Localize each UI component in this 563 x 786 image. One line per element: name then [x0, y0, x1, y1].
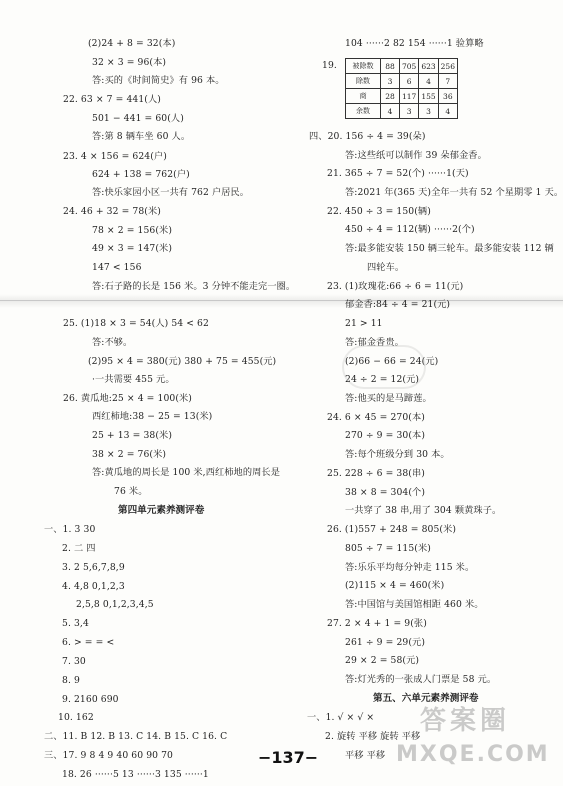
answer-line: 答:他买的是马蹄莲。 — [345, 393, 432, 404]
answer-line: (2)66 − 66 = 24(元) — [345, 356, 439, 367]
answer-line: 2. 二 四 — [62, 543, 96, 554]
table-cell: 705 — [400, 59, 419, 74]
answer-line: 24. 46 + 32 = 78(米) — [63, 206, 161, 217]
answer-line: 9. 2160 690 — [62, 694, 119, 705]
answer-line: 18. 26 ······5 13 ······3 135 ······1 — [62, 769, 209, 780]
answer-line: 22. 450 ÷ 3 = 150(辆) — [327, 206, 431, 217]
table-cell: 除数 — [346, 74, 381, 89]
answer-line: 答:黄瓜地的周长是 100 米,西红柿地的周长是 — [92, 467, 280, 478]
answer-line: 平移 平移 — [345, 750, 386, 761]
answer-line: 4. 4,8 0,1,2,3 — [62, 581, 125, 592]
answer-line: 答:2021 年(365 天)全年一共有 52 个星期零 1 天。 — [345, 187, 563, 198]
watermark-text: MXQE.COM — [396, 742, 550, 767]
answer-line: 104 ······2 82 154 ······1 验算略 — [345, 38, 484, 49]
answer-line: 26. (1)557 + 248 = 805(米) — [327, 524, 457, 535]
table-row — [346, 59, 458, 74]
answer-line: 答:这些纸可以制作 39 朵郁金香。 — [345, 150, 487, 161]
answer-line: 一、1. 3 30 — [44, 524, 96, 535]
section-title: 第五、六单元素养测评卷 — [373, 693, 479, 704]
table-cell: 117 — [400, 89, 419, 104]
table-cell: 商 — [346, 89, 381, 104]
answer-line: 270 ÷ 9 = 30(本) — [345, 430, 426, 441]
answer-line: 21. 365 ÷ 7 = 52(个) ······1(天) — [327, 168, 469, 179]
answer-line: 郁金香:84 ÷ 4 = 21(元) — [345, 299, 451, 310]
answer-line: 答:每个班级分到 30 本。 — [345, 449, 450, 460]
answer-line: 22. 63 × 7 = 441(人) — [63, 94, 161, 105]
table-row — [346, 104, 458, 119]
answer-line: 3. 2 5,6,7,8,9 — [62, 562, 125, 573]
page-fold-shadow — [0, 294, 563, 308]
answer-line: 24 ÷ 2 = 12(元) — [345, 374, 420, 385]
answer-line: 21 > 11 — [345, 318, 383, 329]
page-number: −137− — [258, 748, 319, 767]
answer-line: 147 < 156 — [92, 262, 142, 273]
answer-line: 答:乐乐平均每分钟走 115 米。 — [345, 562, 475, 573]
answer-line: 23. (1)玫瑰花:66 ÷ 6 = 11(元) — [327, 281, 464, 292]
answer-line: 29 × 2 = 58(元) — [345, 655, 420, 666]
answer-line: 32 × 3 = 96(本) — [92, 57, 167, 68]
answer-line: 西红柿地:38 − 25 = 13(米) — [92, 411, 213, 422]
table-cell: 3 — [419, 104, 438, 119]
answer-line: 一共穿了 38 串,用了 304 颗黄珠子。 — [345, 505, 502, 516]
answer-line: 49 × 3 = 147(米) — [92, 243, 173, 254]
answer-line: 2. 旋转 平移 旋转 平移 — [325, 731, 421, 742]
answer-line: 7. 30 — [62, 656, 86, 667]
answer-line: 38 × 8 = 304(个) — [345, 487, 426, 498]
table-cell: 256 — [438, 59, 457, 74]
answer-line: 25. 228 ÷ 6 = 38(串) — [327, 468, 425, 479]
answer-line: (2)95 × 4 = 380(元) 380 + 75 = 455(元) — [88, 356, 277, 367]
answer-line: 答:不够。 — [92, 337, 133, 348]
watermark-text: 答案圈 — [420, 706, 511, 736]
answer-line: 答:灯光秀的一张成人门票是 58 元。 — [345, 674, 497, 685]
table-cell: 4 — [438, 104, 457, 119]
table-cell: 155 — [419, 89, 438, 104]
answer-line: 答:最多能安装 150 辆三轮车。最多能安装 112 辆 — [345, 243, 554, 254]
table-cell: 7 — [438, 74, 457, 89]
answer-line: 一、1. √ × √ × — [307, 712, 375, 723]
table-cell: 28 — [381, 89, 400, 104]
table-cell: 3 — [381, 74, 400, 89]
section-title: 第四单元素养测评卷 — [118, 505, 205, 516]
table-cell: 88 — [381, 59, 400, 74]
table-cell: 被除数 — [346, 59, 381, 74]
answer-line: 四轮车。 — [367, 262, 405, 273]
table-cell: 623 — [419, 59, 438, 74]
answer-line: 三、17. 9 8 4 9 40 60 90 70 — [44, 750, 173, 761]
answer-line: 答:快乐家园小区一共有 762 户居民。 — [92, 187, 250, 198]
answer-line: (2)115 × 4 = 460(米) — [345, 580, 445, 591]
answer-line: (2)24 + 8 = 32(本) — [88, 38, 176, 49]
table-cell: 36 — [438, 89, 457, 104]
watermark-logo — [392, 694, 552, 774]
table-row — [346, 89, 458, 104]
answer-line: 6. > = = < — [62, 637, 115, 648]
table-cell: 3 — [400, 104, 419, 119]
answer-line: 23. 4 × 156 = 624(户) — [63, 151, 167, 162]
division-table — [345, 58, 458, 119]
answer-line: 25 + 13 = 38(米) — [92, 430, 173, 441]
answer-line: 答:石子路的长是 156 米。3 分钟不能走完一圈。 — [92, 281, 296, 292]
answer-line: 24. 6 × 45 = 270(本) — [327, 412, 425, 423]
table-cell: 余数 — [346, 104, 381, 119]
answer-line: 78 × 2 = 156(米) — [92, 225, 173, 236]
table-cell: 4 — [419, 74, 438, 89]
answer-line: 76 米。 — [114, 486, 148, 497]
faint-stamp — [342, 345, 426, 389]
answer-line: 27. 2 × 4 + 1 = 9(张) — [327, 618, 427, 629]
answer-line: 5. 3,4 — [62, 618, 89, 629]
answer-line: 二、11. B 12. B 13. C 14. B 15. C 16. C — [44, 731, 228, 742]
answer-line: 10. 162 — [58, 712, 94, 723]
answer-line: 450 ÷ 4 = 112(辆) ······2(个) — [345, 224, 475, 235]
answer-line: 25. (1)18 × 3 = 54(人) 54 < 62 — [63, 318, 209, 329]
answer-line: ·一共需要 455 元。 — [92, 374, 175, 385]
answer-line: 2,5,8 0,1,2,3,4,5 — [76, 599, 154, 610]
page-fold-line — [0, 300, 563, 301]
answer-line: 19. — [322, 60, 337, 71]
answer-line: 四、20. 156 ÷ 4 = 39(朵) — [309, 131, 426, 142]
answer-line: 501 − 441 = 60(人) — [92, 113, 184, 124]
answer-line: 8. 9 — [62, 675, 80, 686]
answer-line: 26. 黄瓜地:25 × 4 = 100(米) — [63, 393, 192, 404]
answer-line: 答:第 8 辆车坐 60 人。 — [92, 131, 191, 142]
answer-line: 答:中国馆与美国馆相距 460 米。 — [345, 599, 484, 610]
table-cell: 6 — [400, 74, 419, 89]
answer-line: 261 ÷ 9 = 29(元) — [345, 637, 426, 648]
answer-line: 38 × 2 = 76(米) — [92, 449, 167, 460]
answer-line: 805 ÷ 7 = 115(米) — [345, 543, 431, 554]
table-cell: 4 — [381, 104, 400, 119]
answer-line: 答:买的《时间简史》有 96 本。 — [92, 75, 225, 86]
faint-stamp — [98, 574, 191, 614]
table-row — [346, 74, 458, 89]
answer-line: 答:郁金香贵。 — [345, 337, 404, 348]
answer-line: 624 + 138 = 762(户) — [92, 169, 190, 180]
